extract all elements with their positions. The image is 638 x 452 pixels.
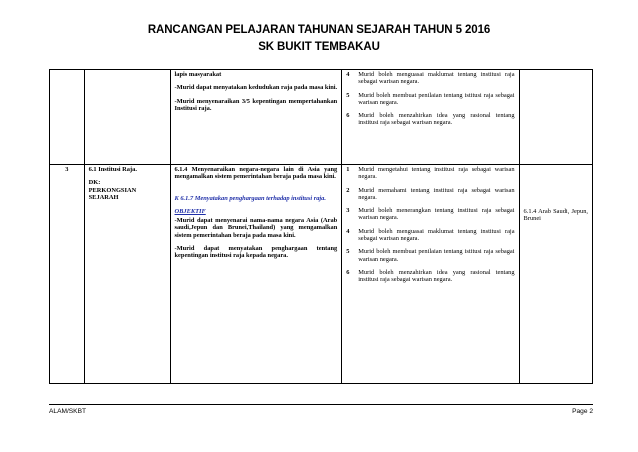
list-item: 6 Murid boleh menzahirkan idea yang rasional tentang institusi raja sebagai warisan negara. xyxy=(346,268,515,284)
list-item: 4 Murid boleh menguasai maklumat tentang institusi raja sebagai warisan negara. xyxy=(346,227,515,243)
list-item: 5 Murid boleh membuat penilaian tentang istitusi raja sebagai warisan negara. xyxy=(346,91,515,106)
dk-label: DK: xyxy=(88,179,101,187)
topic-cell xyxy=(84,165,170,384)
objective-text: -Murid menyenaraikan 3/5 kepentingan mempertahankan Institusi raja. xyxy=(174,97,338,112)
list-item: 2 Murid memahami tentang institusi raja sebagai warisan negara. xyxy=(346,186,515,201)
lesson-plan-table xyxy=(49,69,593,384)
page-number: Page 2 xyxy=(572,408,593,415)
week-number: 3 xyxy=(50,165,85,384)
dk-value: PERKONGSIAN xyxy=(88,186,137,194)
performance-level-cell xyxy=(342,165,519,384)
page-footer xyxy=(49,404,593,415)
list-item: 3 Murid boleh menerangkan tentang institusi raja sebagai warisan negara. xyxy=(346,207,515,222)
list-item: 1 Murid mengetahui tentang institusi raja sebagai warisan negara. xyxy=(346,166,515,181)
topic-cell xyxy=(84,70,170,165)
objective-text: -Murid dapat menyatakan penghargaan tentang kepentingan institusi raja kepada negara. xyxy=(174,245,338,260)
learning-standard: 6.1.4 Menyenaraikan negara-negara lain di Asia yang mengamalkan sistem pemerintahan beraja pada masa kini. xyxy=(174,166,338,181)
standard-cell xyxy=(170,70,342,165)
performance-level-cell xyxy=(342,70,519,165)
value-standard: K 6.1.7 Menyatakan penghargaan terhadap institusi raja. xyxy=(174,194,326,202)
topic-title: 6.1 Institusi Raja. xyxy=(88,166,137,173)
school-name: SK BUKIT TEMBAKAU xyxy=(258,41,380,53)
footer-left: ALAM/SKBT xyxy=(49,408,87,415)
notes-text: 6.1.4 Arab Saudi, Jepun, Brunei xyxy=(523,208,588,223)
list-item: 5 Murid boleh membuat penilaian tentang istitusi raja sebagai warisan negara. xyxy=(346,248,515,263)
notes-cell xyxy=(519,70,592,165)
standard-cell xyxy=(170,165,342,384)
week-cell xyxy=(50,70,85,165)
list-item: 4 Murid boleh menguasai maklumat tentang institusi raja sebagai warisan negara. xyxy=(346,71,515,86)
table-row xyxy=(50,70,593,165)
document-title: RANCANGAN PELAJARAN TAHUNAN SEJARAH TAHUN 5 2016 xyxy=(147,24,491,36)
objective-text: -Murid dapat menyatakan kedudukan raja pada masa kini. xyxy=(174,84,338,92)
objective-text: -Murid dapat menyenarai nama-nama negara Asia (Arab saudi,Jepun dan Brunei,Thailand) yang mengamalkan sistem pemerintahan beraja pada masa kini. xyxy=(174,217,338,239)
notes-cell xyxy=(519,165,592,384)
table-row xyxy=(50,165,593,384)
standard-text: lapis masyarakat xyxy=(174,71,222,78)
objective-heading: OBJEKTIF xyxy=(174,207,206,215)
list-item: 6 Murid boleh menzahirkan idea yang rasional tentang institusi raja sebagai warisan negara. xyxy=(346,112,515,127)
dk-value: SEJARAH xyxy=(88,193,119,201)
